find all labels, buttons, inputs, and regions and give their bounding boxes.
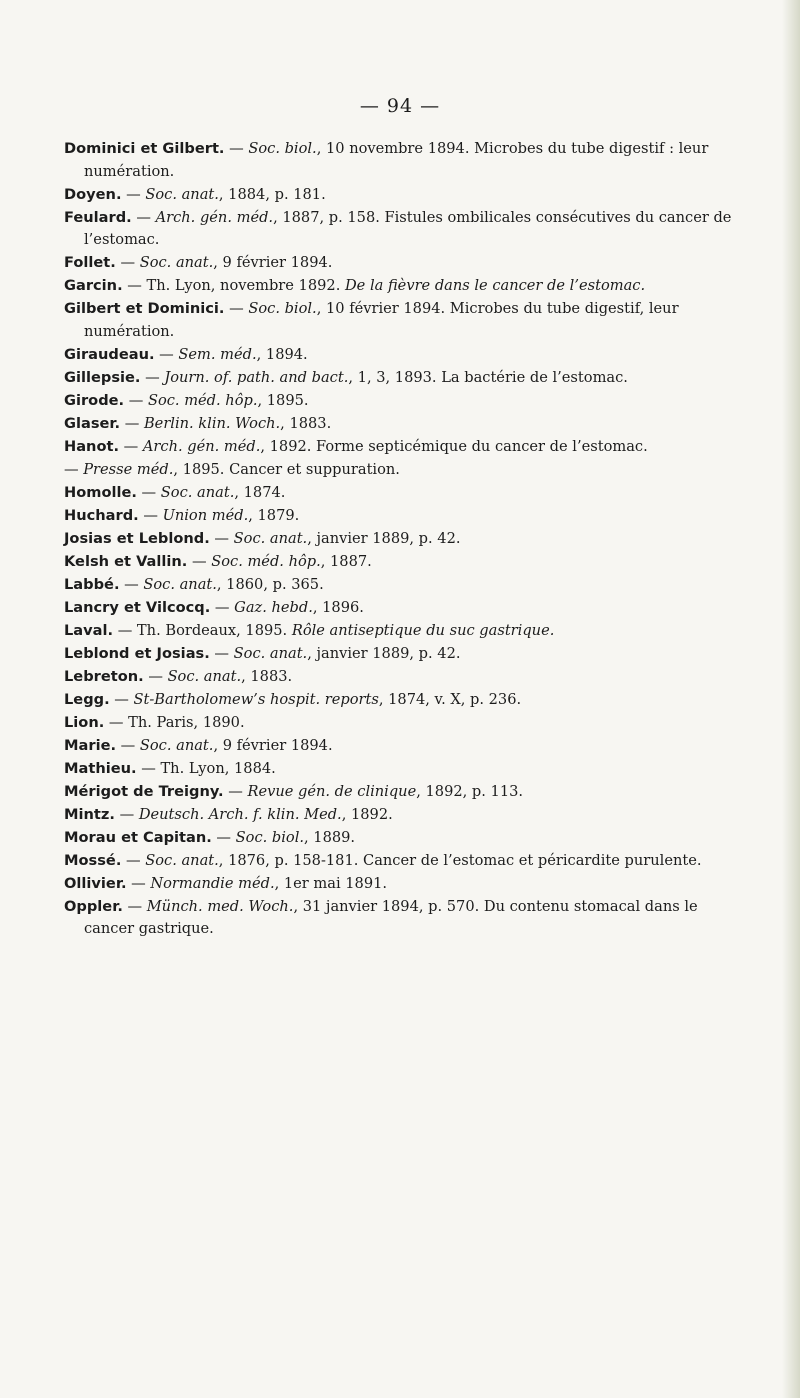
bibliography-entry (64, 666, 744, 689)
entry-pre: — (136, 483, 161, 501)
entry-post: , 1887. (320, 552, 372, 570)
entry-journal: Soc. biol. (248, 300, 317, 317)
bibliography-entry (64, 873, 744, 896)
entry-pre: — (138, 506, 163, 524)
entry-author: Girode. (64, 391, 125, 409)
entry-journal: Soc. anat. (233, 644, 308, 662)
entry-author: Mérigot de Treigny. (64, 782, 224, 800)
entry-pre: — Th. Lyon, novembre 1892. (122, 277, 345, 294)
entry-post: , 1889. (304, 828, 356, 846)
bibliography-entry (64, 643, 744, 666)
entry-pre: — (109, 690, 134, 708)
entry-journal: Soc. anat. (160, 483, 235, 501)
entry-post: , 1896. (312, 598, 364, 616)
entry-pre: — (122, 897, 147, 915)
bibliography-entry (64, 620, 744, 643)
entry-journal: Union méd. (162, 506, 249, 524)
entry-post: , 1, 3, 1893. La bactérie de l’estomac. (348, 368, 628, 386)
entry-pre: — (224, 300, 249, 317)
entry-author: Huchard. (64, 506, 139, 524)
page-edge-shadow (782, 0, 800, 1398)
entry-post: , 1887, p. 158. Fistules ombilicales consécutives du cancer de l’estomac. (84, 208, 732, 248)
bibliography-entry (64, 207, 744, 252)
bibliography-entry (64, 275, 744, 298)
bibliography-entry (64, 459, 744, 482)
entry-post: , 1892. Forme septicémique du cancer de l’estomac. (260, 437, 648, 455)
entry-post: , 9 février 1894. (213, 254, 333, 271)
entry-author: Glaser. (64, 414, 121, 432)
entry-journal: De la fièvre dans le cancer de l’estomac. (344, 277, 646, 294)
bibliography-entry (64, 827, 744, 850)
entry-author: Follet. (64, 254, 116, 271)
bibliography-entry (64, 138, 744, 183)
entry-author: Mossé. (64, 851, 122, 869)
entry-author: Homolle. (64, 483, 137, 501)
entry-author: Feulard. (64, 208, 132, 226)
page-number: — 94 — (359, 95, 441, 117)
entry-journal: Soc. biol. (248, 140, 317, 157)
entry-post: , 1892. (341, 805, 393, 823)
entry-author: Laval. (64, 621, 114, 639)
entry-journal: Normandie méd. (150, 874, 275, 892)
entry-post: , 31 janvier 1894, p. 570. Du contenu stomacal dans le cancer gastrique. (84, 897, 698, 937)
entry-author: Mathieu. (64, 759, 137, 777)
entry-pre: — (119, 575, 144, 593)
entry-pre: — (114, 805, 139, 823)
entry-post: , janvier 1889, p. 42. (307, 644, 461, 662)
entry-post: , 1879. (248, 506, 300, 524)
entry-pre: — Th. Paris, 1890. (104, 713, 245, 731)
entry-author: Giraudeau. (64, 345, 155, 363)
entry-author: Hanot. (64, 437, 119, 455)
bibliography-entry (64, 482, 744, 505)
entry-pre: — (131, 208, 156, 226)
bibliography-entry (64, 712, 744, 735)
entry-journal: Arch. gén. méd. (155, 208, 274, 226)
entry-journal: Deutsch. Arch. f. klin. Med. (138, 805, 342, 823)
bibliography-entry (64, 896, 744, 941)
entry-journal: Presse méd. (83, 460, 174, 478)
entry-post: , 1895. Cancer et suppuration. (173, 460, 400, 478)
entry-pre: — (154, 345, 179, 363)
entry-author: Ollivier. (64, 874, 127, 892)
entry-pre: — (126, 874, 151, 892)
entry-author: Marie. (64, 736, 117, 754)
entry-post: , janvier 1889, p. 42. (307, 529, 461, 547)
entry-author: Oppler. (64, 897, 123, 915)
entry-journal: Journ. of. path. and bact. (164, 368, 349, 386)
entry-journal: Soc. anat. (167, 667, 242, 685)
entry-pre: — (223, 782, 248, 800)
entry-author: Gilbert et Dominici. (64, 300, 225, 317)
bibliography-entry (64, 298, 744, 343)
entry-journal: Gaz. hebd. (234, 598, 313, 616)
entry-pre: — (210, 598, 235, 616)
entry-pre: — (116, 736, 140, 754)
entry-post: , 1876, p. 158-181. Cancer de l’estomac et péricardite purulente. (218, 851, 702, 869)
entry-journal: Berlin. klin. Woch. (143, 414, 281, 432)
entry-author: Lancry et Vilcocq. (64, 598, 211, 616)
bibliography-entry (64, 735, 744, 758)
entry-post: , 1874. (234, 483, 286, 501)
entry-post: , 1883. (241, 667, 293, 685)
entry-author: Morau et Capitan. (64, 828, 212, 846)
bibliography-entry (64, 758, 744, 781)
entry-post: , 1er mai 1891. (274, 874, 388, 892)
entry-pre: — Th. Bordeaux, 1895. (113, 621, 292, 639)
entry-journal: Münch. med. Woch. (146, 897, 294, 915)
bibliography-entry (64, 781, 744, 804)
entry-post: , 10 novembre 1894. Microbes du tube digestif : leur numération. (84, 140, 709, 180)
entry-author: Lebreton. (64, 667, 144, 685)
entry-journal: St-Bartholomew’s hospit. reports (133, 690, 379, 708)
entry-pre: — (187, 552, 212, 570)
entry-pre: — (115, 254, 140, 271)
entry-post: , 1895. (257, 391, 309, 409)
entry-pre: — Th. Lyon, 1884. (136, 759, 276, 777)
bibliography-entry (64, 252, 744, 275)
entry-author: Doyen. (64, 185, 122, 203)
bibliography-entry (64, 528, 744, 551)
entry-post: , 1883. (280, 414, 332, 432)
entry-journal: Soc. méd. hôp. (147, 391, 258, 409)
entry-journal: Soc. anat. (145, 185, 219, 203)
entry-author: Josias et Leblond. (64, 529, 210, 547)
entry-journal: Soc. anat. (139, 736, 214, 754)
bibliography-entry (64, 344, 744, 367)
bibliography-entry (64, 184, 744, 207)
bibliography-entry (64, 413, 744, 436)
bibliography-list (64, 138, 744, 941)
entry-author: Garcin. (64, 277, 123, 294)
entry-post: , 1884, p. 181. (218, 185, 326, 203)
entry-author: Labbé. (64, 575, 120, 593)
bibliography-entry (64, 850, 744, 873)
bibliography-entry (64, 689, 744, 712)
entry-author: Leblond et Josias. (64, 644, 210, 662)
bibliography-entry (64, 804, 744, 827)
bibliography-entry (64, 436, 744, 459)
entry-post: , 1860, p. 365. (216, 575, 324, 593)
entry-journal: Revue gén. de clinique (247, 782, 417, 800)
entry-journal: Arch. gén. méd. (142, 437, 261, 455)
entry-pre: — (143, 667, 168, 685)
bibliography-entry (64, 390, 744, 413)
entry-author: Lion. (64, 713, 105, 731)
entry-author: Dominici et Gilbert. (64, 140, 225, 157)
entry-journal: Soc. biol. (235, 828, 305, 846)
entry-author: Legg. (64, 690, 110, 708)
entry-journal: Rôle antiseptique du suc gastrique. (291, 621, 555, 639)
entry-pre: — (121, 851, 146, 869)
entry-post: , 1874, v. X, p. 236. (378, 690, 522, 708)
bibliography-entry (64, 505, 744, 528)
entry-pre: — (121, 185, 146, 203)
entry-author: Gillepsie. (64, 368, 141, 386)
entry-journal: Soc. méd. hôp. (211, 552, 321, 570)
bibliography-entry (64, 574, 744, 597)
entry-journal: Sem. méd. (178, 345, 257, 363)
entry-journal: Soc. anat. (139, 254, 214, 271)
entry-pre: — (64, 460, 84, 478)
entry-post: , 1894. (256, 345, 308, 363)
entry-pre: — (224, 140, 249, 157)
entry-journal: Soc. anat. (143, 575, 217, 593)
entry-pre: — (209, 644, 234, 662)
entry-pre: — (209, 529, 234, 547)
entry-pre: — (211, 828, 236, 846)
entry-pre: — (140, 368, 165, 386)
entry-journal: Soc. anat. (233, 529, 308, 547)
entry-author: Kelsh et Vallin. (64, 552, 188, 570)
entry-author: Mintz. (64, 805, 115, 823)
entry-post: , 10 février 1894. Microbes du tube digestif, leur numération. (84, 300, 679, 340)
entry-journal: Soc. anat. (145, 851, 219, 869)
bibliography-entry (64, 551, 744, 574)
bibliography-entry (64, 367, 744, 390)
entry-post: , 9 février 1894. (213, 736, 333, 754)
bibliography-entry (64, 597, 744, 620)
entry-pre: — (119, 437, 143, 455)
entry-post: , 1892, p. 113. (416, 782, 524, 800)
entry-pre: — (120, 414, 144, 432)
entry-pre: — (124, 391, 148, 409)
